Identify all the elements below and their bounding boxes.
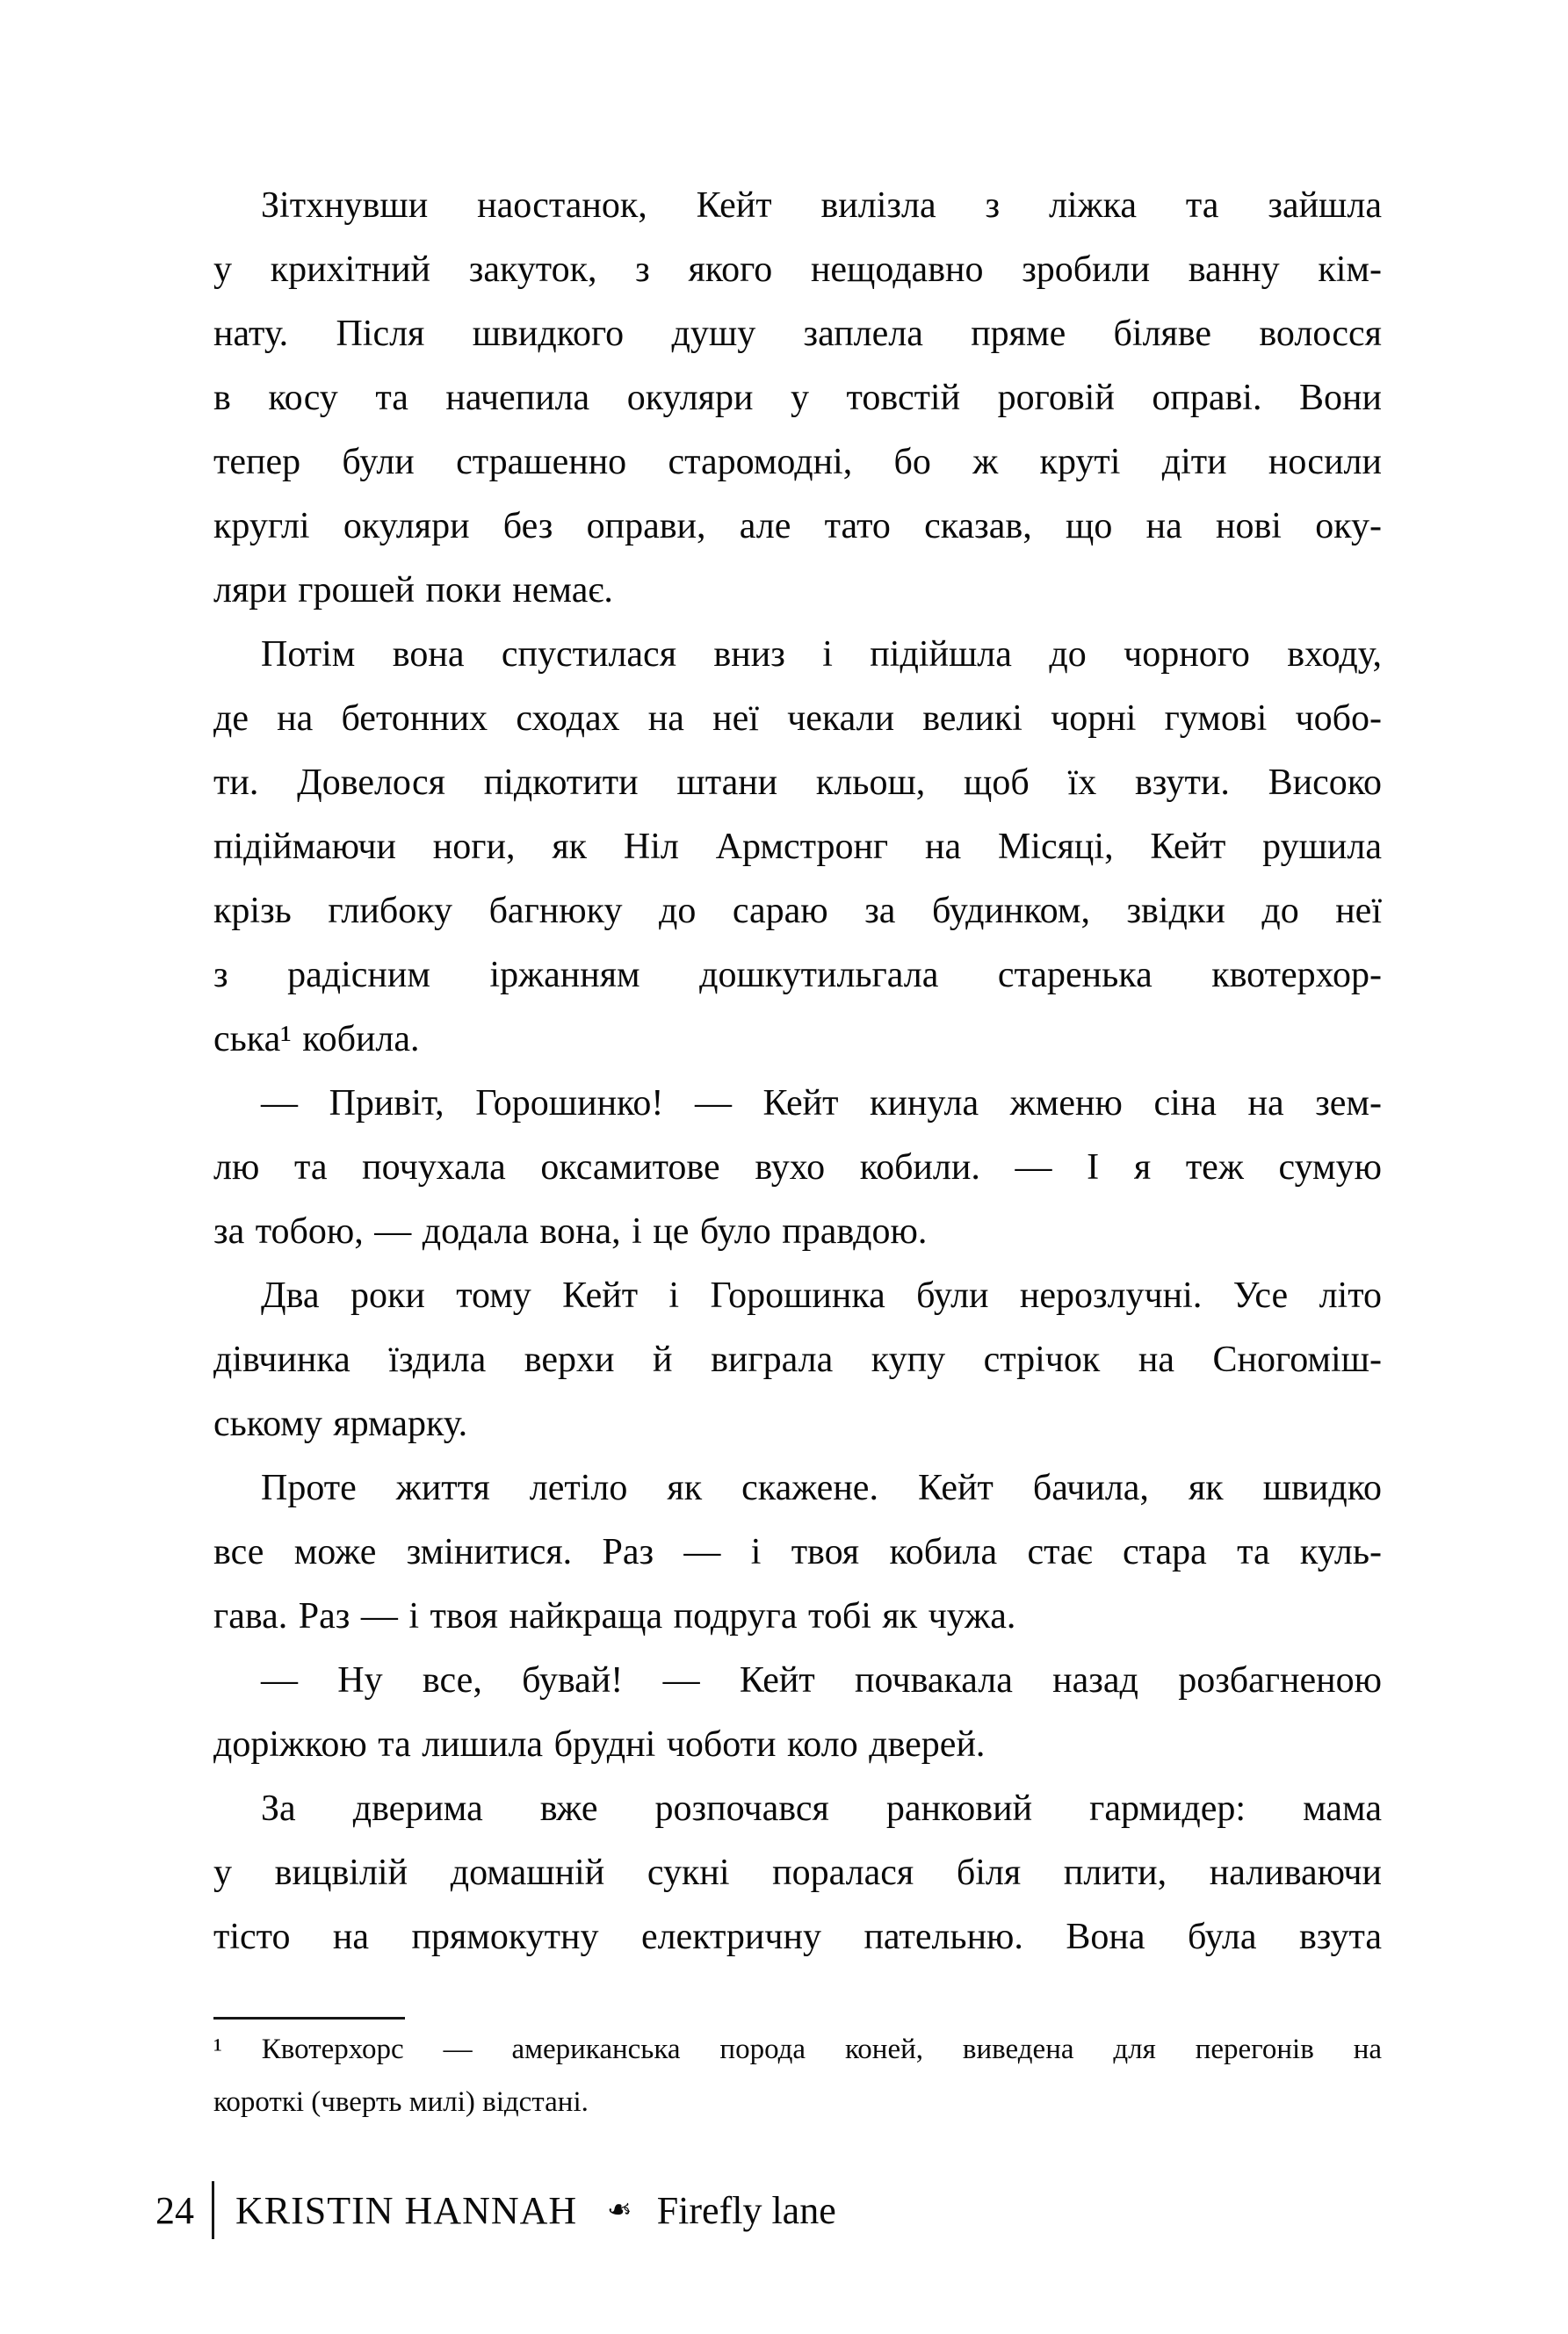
footer-author: KRISTIN HANNAH <box>235 2188 578 2232</box>
body-line: в косу та начепила окуляри у товстій роговій оправі. Вони <box>213 378 1382 418</box>
body-line: крізь глибоку багнюку до сараю за будинком, звідки до неї <box>213 891 1382 931</box>
body-line: лю та почухала оксамитове вухо кобили. — І я теж сумую <box>213 1147 1382 1188</box>
page-number: 24 <box>155 2188 194 2232</box>
body-line: де на бетонних сходах на неї чекали великі чорні гумові чобо- <box>213 698 1382 739</box>
body-line: у вицвілій домашній сукні поралася біля плити, наливаючи <box>213 1853 1382 1893</box>
body-line: За дверима вже розпочався ранковий гармидер: мама <box>261 1788 1382 1829</box>
footer-book-title: Firefly lane <box>656 2188 836 2232</box>
body-line: у крихітний закуток, з якого нещодавно зробили ванну кім- <box>213 249 1382 290</box>
body-line: з радісним іржанням дошкутильгала старенька квотерхор- <box>213 955 1382 995</box>
body-line: Два роки тому Кейт і Горошинка були нерозлучні. Усе літо <box>261 1275 1382 1316</box>
footnote <box>213 2023 1382 2128</box>
body-line: підіймаючи ноги, як Ніл Армстронг на Місяці, Кейт рушила <box>213 827 1382 867</box>
body-line: ти. Довелося підкотити штани кльош, щоб їх взути. Високо <box>213 762 1382 803</box>
body-line: ському ярмарку. <box>213 1404 468 1444</box>
body-line: тепер були страшенно старомодні, бо ж круті діти носили <box>213 442 1382 482</box>
body-line: дівчинка їздила верхи й виграла купу стрічок на Сногоміш- <box>213 1340 1382 1380</box>
body-line: Проте життя летіло як скажене. Кейт бачила, як швидко <box>261 1468 1382 1508</box>
page-footer <box>155 2181 836 2239</box>
body-line: Потім вона спустилася вниз і підійшла до чорного входу, <box>261 634 1382 675</box>
fleuron-icon: ❧ <box>607 2193 632 2228</box>
body-text <box>213 174 1382 1969</box>
body-line: круглі окуляри без оправи, але тато сказав, що на нові оку- <box>213 506 1382 546</box>
footnote-line: короткі (чверть милі) відстані. <box>213 2086 589 2118</box>
body-line: все може змінитися. Раз — і твоя кобила стає стара та куль- <box>213 1532 1382 1572</box>
body-line: Зітхнувши наостанок, Кейт вилізла з ліжка та зайшла <box>261 185 1382 226</box>
body-line: — Ну все, бувай! — Кейт почвакала назад розбагненою <box>261 1660 1382 1701</box>
footnote-separator <box>213 2017 405 2020</box>
body-line: ська¹ кобила. <box>213 1019 420 1059</box>
body-line: ляри грошей поки немає. <box>213 570 613 611</box>
body-line: — Привіт, Горошинко! — Кейт кинула жменю сіна на зем- <box>261 1083 1382 1124</box>
body-line: тісто на прямокутну електричну пательню. Вона була взута <box>213 1917 1382 1957</box>
body-line: доріжкою та лишила брудні чоботи коло дверей. <box>213 1724 986 1765</box>
body-line: за тобою, — додала вона, і це було правдою. <box>213 1211 928 1252</box>
footer-divider <box>212 2181 214 2239</box>
body-line: нату. Після швидкого душу заплела пряме біляве волосся <box>213 314 1382 354</box>
body-line: гава. Раз — і твоя найкраща подруга тобі як чужа. <box>213 1596 1016 1637</box>
footnote-line: ¹ Квотерхорс — американська порода коней, виведена для перегонів на <box>213 2034 1382 2065</box>
